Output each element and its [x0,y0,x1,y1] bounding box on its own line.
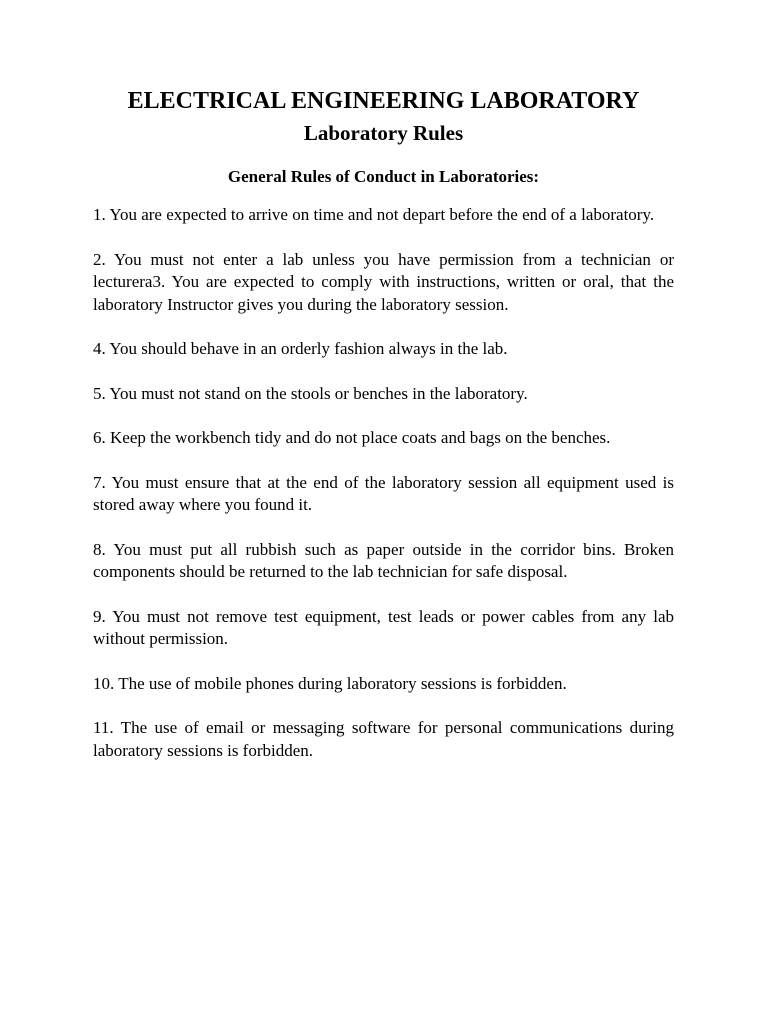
rule-item: 5. You must not stand on the stools or benches in the laboratory. [93,383,528,403]
rule-item: 7. You must ensure that at the end of the laboratory session all equipment used is stored away where you found it. [93,472,674,514]
rule-item: 10. The use of mobile phones during laboratory sessions is forbidden. [93,673,567,693]
rule-item: 8. You must put all rubbish such as paper outside in the corridor bins. Broken components should be returned to the lab technician for safe disposal. [93,539,674,581]
section-heading: General Rules of Conduct in Laboratories: [227,167,540,186]
rule-item: 9. You must not remove test equipment, test leads or power cables from any lab without permission. [93,606,674,648]
document-title: ELECTRICAL ENGINEERING LABORATORY [127,88,640,114]
rule-item: 1. You are expected to arrive on time and not depart before the end of a laboratory. [93,205,655,224]
rule-item: 11. The use of email or messaging software for personal communications during laboratory sessions is forbidden. [93,718,674,760]
rule-item: 6. Keep the workbench tidy and do not place coats and bags on the benches. [93,428,611,447]
document-page [93,86,674,784]
rule-item: 4. You should behave in an orderly fashion always in the lab. [93,339,508,358]
rules-list [93,204,674,762]
rule-item: 2. You must not enter a lab unless you have permission from a technician or lecturera3. You are expected to comply with instructions, written or oral, that the laboratory Instructor gives you during the laboratory session. [93,249,674,314]
document-subtitle: Laboratory Rules [303,121,464,145]
